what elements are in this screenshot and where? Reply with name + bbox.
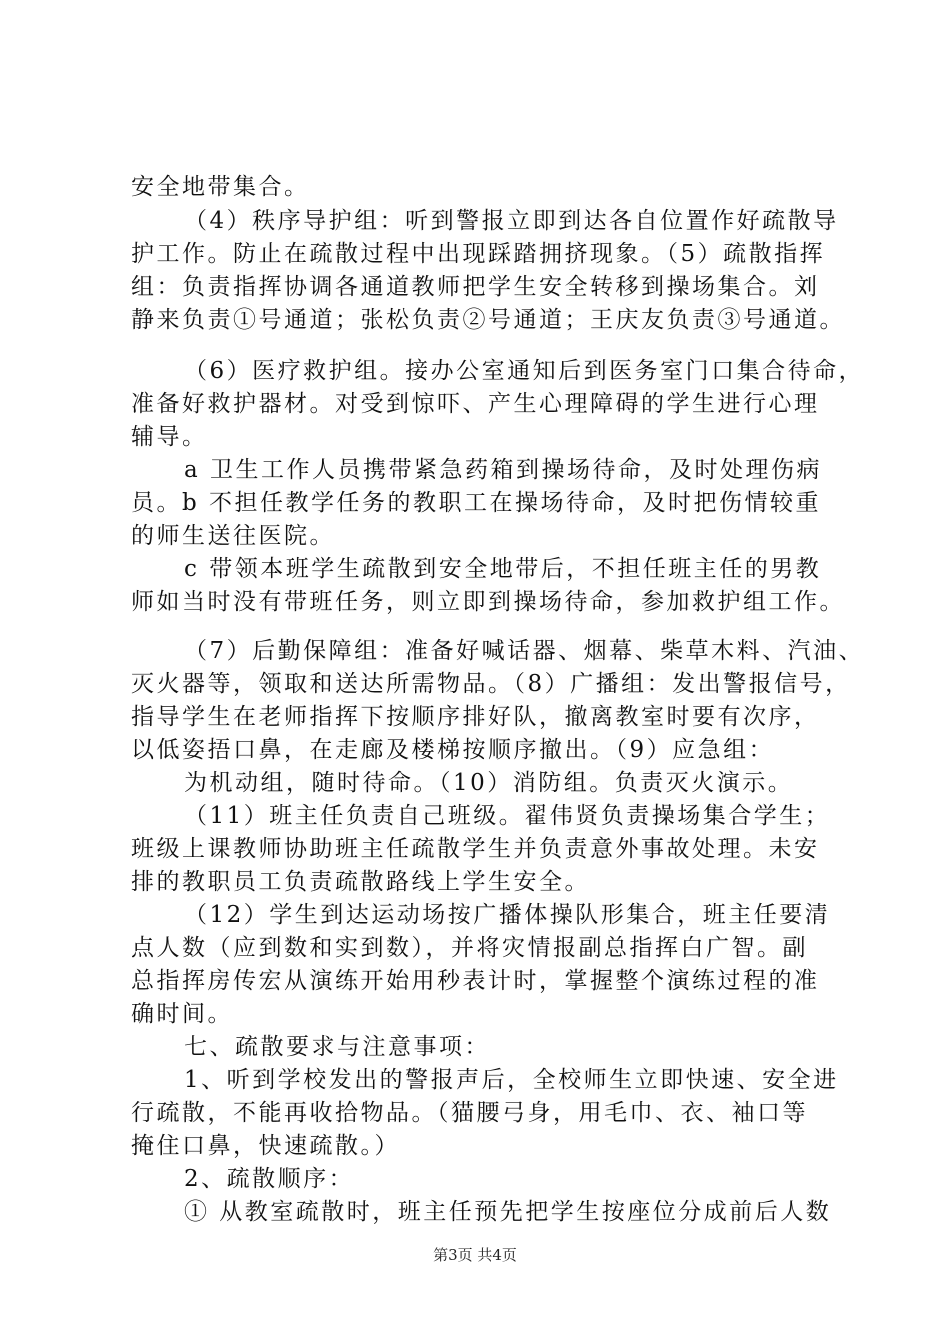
text-line: 静来负责①号通道；张松负责②号通道；王庆友负责③号通道。 (131, 307, 845, 333)
text-line: 以低姿捂口鼻，在走廊及楼梯按顺序撤出。（9）应急组： (131, 737, 775, 763)
page-number: 第3页 共4页 (433, 1246, 517, 1264)
text-line: 总指挥房传宏从演练开始用秒表计时，掌握整个演练过程的准 (131, 968, 820, 994)
text-line: 组：负责指挥协调各通道教师把学生安全转移到操场集合。刘 (131, 274, 820, 300)
text-line: 排的教职员工负责疏散路线上学生安全。 (131, 869, 590, 895)
text-line: 行疏散，不能再收拾物品。（猫腰弓身，用毛巾、衣、袖口等 (131, 1100, 808, 1126)
text-line: ① 从教室疏散时，班主任预先把学生按座位分成前后人数 (184, 1199, 832, 1225)
text-line: 为机动组，随时待命。（10）消防组。负责灭火演示。 (184, 770, 794, 796)
text-line: 2、疏散顺序： (184, 1166, 355, 1192)
text-line: 辅导。 (131, 424, 208, 450)
text-line: 准备好救护器材。对受到惊吓、产生心理障碍的学生进行心理 (131, 391, 820, 417)
text-line: 师如当时没有带班任务，则立即到操场待命，参加救护组工作。 (131, 589, 845, 615)
text-line: （4）秩序导护组：听到警报立即到达各自位置作好疏散导 (184, 208, 839, 234)
text-line: 点人数（应到数和实到数），并将灾情报副总指挥白广智。副 (131, 935, 808, 961)
text-line: a 卫生工作人员携带紧急药箱到操场待命，及时处理伤病 (184, 457, 823, 483)
text-line: 员。b 不担任教学任务的教职工在操场待命，及时把伤情较重 (131, 490, 822, 516)
section-heading: 七、疏散要求与注意事项： (184, 1034, 490, 1060)
text-line: c 带领本班学生疏散到安全地带后，不担任班主任的男教 (184, 556, 822, 582)
text-line: 掩住口鼻，快速疏散。） (131, 1133, 400, 1159)
text-line: 1、听到学校发出的警报声后，全校师生立即快速、安全进 (184, 1067, 839, 1093)
text-line: （7）后勤保障组：准备好喊话器、烟幕、柴草木料、汽油、 (184, 638, 865, 664)
text-line: 的师生送往医院。 (131, 523, 335, 549)
text-line: 班级上课教师协助班主任疏散学生并负责意外事故处理。未安 (131, 836, 820, 862)
text-line: 灭火器等，领取和送达所需物品。（8）广播组：发出警报信号， (131, 671, 851, 697)
text-line: （11）班主任负责自己班级。翟伟贤负责操场集合学生； (184, 803, 831, 829)
text-line: 确时间。 (131, 1001, 233, 1027)
text-line: 指导学生在老师指挥下按顺序排好队，撤离教室时要有次序， (131, 704, 820, 730)
text-line: 护工作。防止在疏散过程中出现踩踏拥挤现象。（5）疏散指挥 (131, 241, 826, 267)
text-line: （6）医疗救护组。接办公室通知后到医务室门口集合待命， (184, 358, 865, 384)
text-line: （12）学生到达运动场按广播体操队形集合，班主任要清 (184, 902, 831, 928)
text-line: 安全地带集合。 (131, 174, 310, 200)
